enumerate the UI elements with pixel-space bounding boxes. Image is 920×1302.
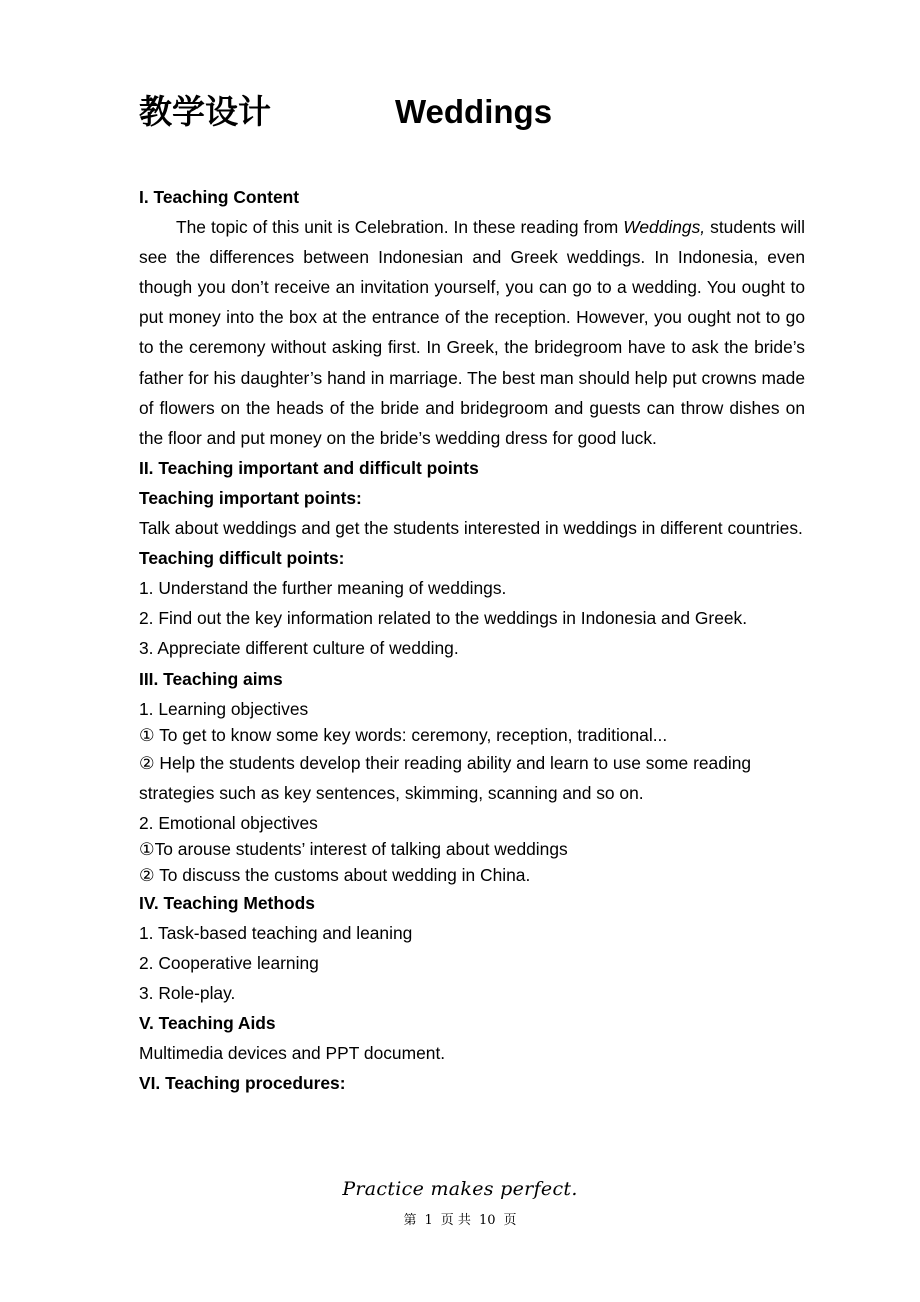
document-body <box>139 182 805 1098</box>
paragraph-text-rest: students will see the differences between Indonesian and Greek weddings. In Indonesia, even though you don’t receive an invitation yourself, you can go to a wedding. You ought to put money into the box at the entrance of the reception. However, you ought not to go to the ceremony without asking first. In Greek, the bridegroom have to ask the bride’s father for his daughter’s hand in marriage. The best man should help put crowns made of flowers on the heads of the bride and bridegroom and guests can throw dishes on the floor and put money on the bride’s wedding dress for good luck. <box>139 217 805 448</box>
page-suffix: 页 <box>503 1213 517 1228</box>
emotional-objective-item: ①To arouse students’ interest of talking about weddings <box>139 838 568 859</box>
title-chinese: 教学设计 <box>139 92 271 131</box>
current-page: 1 <box>424 1213 433 1228</box>
difficult-point-item: 3. Appreciate different culture of wedding. <box>139 638 459 659</box>
page-prefix: 第 <box>403 1213 417 1228</box>
section-heading-methods: IV. Teaching Methods <box>139 892 315 913</box>
footer-motto: Practice makes perfect. <box>342 1178 578 1200</box>
learning-objective-item: ① To get to know some key words: ceremony, reception, traditional... <box>139 724 668 745</box>
learning-objectives-label: 1. Learning objectives <box>139 698 309 719</box>
method-item: 1. Task-based teaching and leaning <box>139 922 413 943</box>
section-heading-aids: V. Teaching Aids <box>139 1013 276 1034</box>
difficult-point-item: 2. Find out the key information related to the weddings in Indonesia and Greek. <box>139 608 748 629</box>
document-title <box>139 86 552 134</box>
paragraph-italic-title: Weddings, <box>623 217 706 238</box>
method-item: 2. Cooperative learning <box>139 952 319 973</box>
page-number <box>0 1209 920 1228</box>
learning-objective-item: ② Help the students develop their reading ability and learn to use some reading strategies such as key sentences, skimming, scanning and so on. <box>139 752 752 803</box>
section-heading-aims: III. Teaching aims <box>139 668 283 689</box>
difficult-points-label: Teaching difficult points: <box>139 548 345 569</box>
page-mid: 页 共 <box>440 1213 471 1228</box>
teaching-content-paragraph <box>139 212 805 453</box>
emotional-objectives-label: 2. Emotional objectives <box>139 812 318 833</box>
section-heading-teaching-content: I. Teaching Content <box>139 187 300 207</box>
paragraph-text-start: The topic of this unit is Celebration. In these reading from <box>176 217 624 238</box>
method-item: 3. Role-play. <box>139 983 236 1004</box>
emotional-objective-item: ② To discuss the customs about wedding in China. <box>139 864 531 885</box>
teaching-aids-text: Multimedia devices and PPT document. <box>139 1043 446 1064</box>
total-pages: 10 <box>478 1213 496 1228</box>
section-heading-points: II. Teaching important and difficult points <box>139 457 479 478</box>
important-points-label: Teaching important points: <box>139 487 362 508</box>
difficult-point-item: 1. Understand the further meaning of weddings. <box>139 578 507 599</box>
title-english: Weddings <box>395 93 553 130</box>
section-heading-procedures: VI. Teaching procedures: <box>139 1073 346 1094</box>
important-points-text: Talk about weddings and get the students interested in weddings in different countries. <box>139 518 803 539</box>
